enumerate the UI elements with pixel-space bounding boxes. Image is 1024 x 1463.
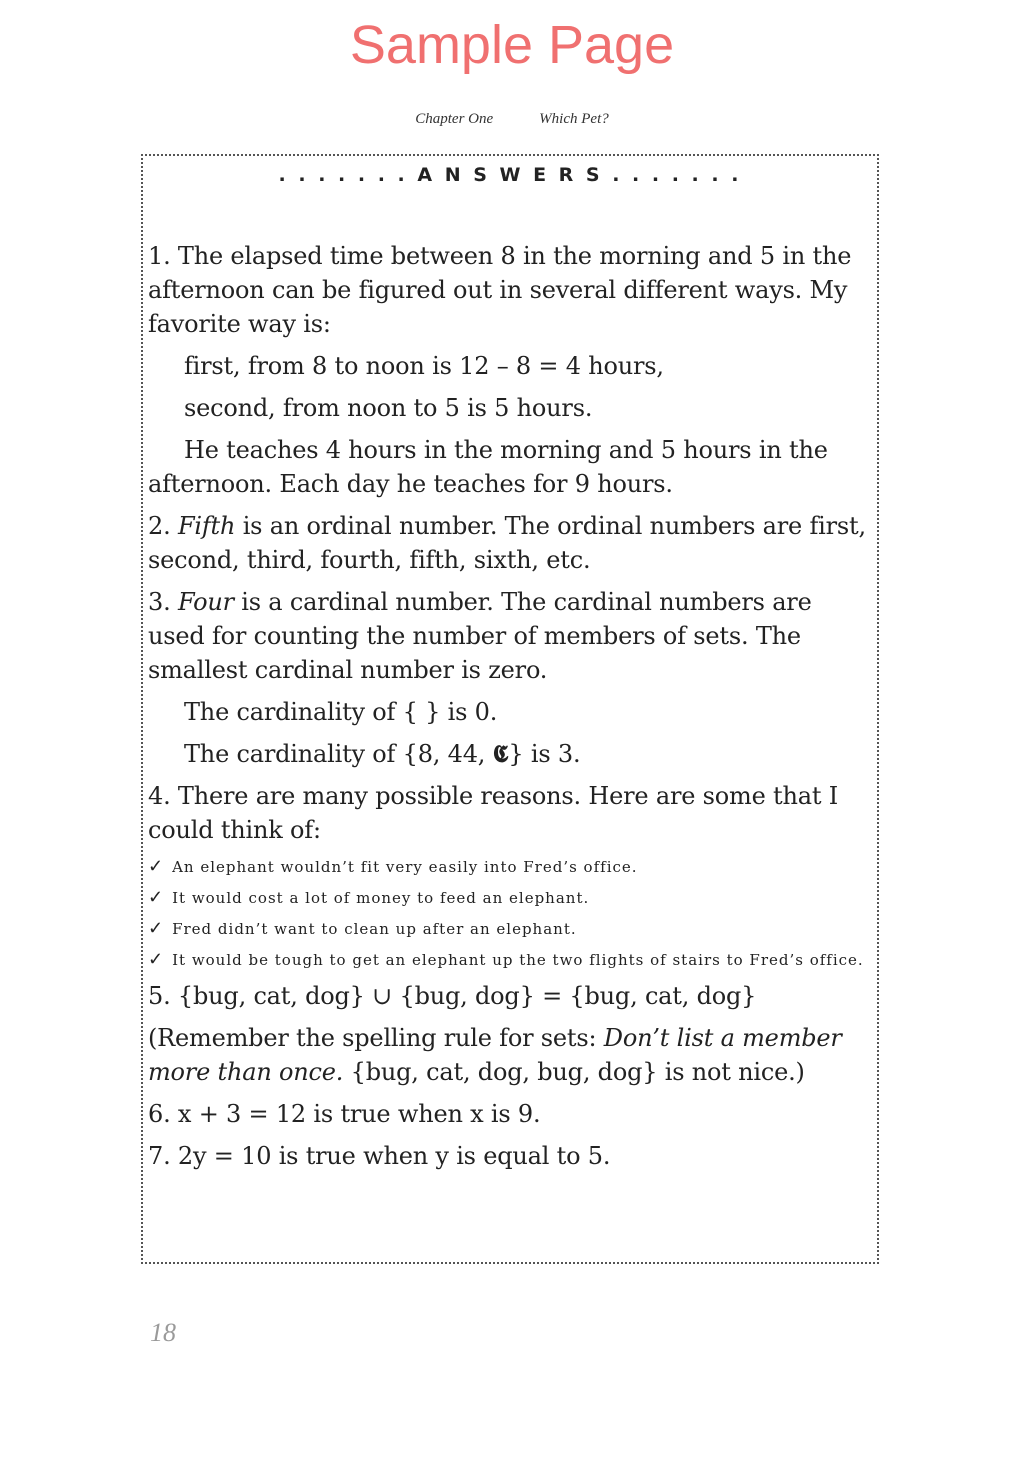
answer-1-lead: 1. The elapsed time between 8 in the morning and 5 in the afternoon can be figured out in several different ways. My favorite way is: bbox=[148, 242, 852, 338]
check-mark-icon: ✓ bbox=[148, 918, 165, 939]
answer-1-step-2: second, from noon to 5 is 5 hours. bbox=[184, 394, 593, 422]
list-item bbox=[148, 886, 873, 910]
page-number: 18 bbox=[150, 1318, 176, 1347]
check-mark-icon: ✓ bbox=[148, 856, 165, 877]
list-item bbox=[148, 948, 873, 972]
list-item bbox=[148, 917, 873, 941]
answers-box bbox=[141, 154, 879, 1264]
answer-3-number: 3. bbox=[148, 588, 178, 616]
check-mark-icon: ✓ bbox=[148, 887, 165, 908]
answer-4-lead: 4. There are many possible reasons. Here are some that I could think of: bbox=[148, 782, 838, 844]
running-head bbox=[0, 111, 1024, 128]
answer-3-example-2 bbox=[148, 737, 873, 771]
answer-5-note-end: {bug, cat, dog, bug, dog} is not nice.) bbox=[343, 1058, 805, 1086]
check-mark-icon: ✓ bbox=[148, 949, 165, 970]
answer-3-text: is a cardinal number. The cardinal numbers are used for counting the number of members of sets. The smallest cardinal number is zero. bbox=[148, 588, 812, 684]
answer-5-note bbox=[148, 1021, 873, 1089]
answer-2 bbox=[148, 509, 873, 577]
sample-page-watermark: Sample Page bbox=[349, 15, 675, 75]
answer-3-example-1: The cardinality of { } is 0. bbox=[184, 698, 498, 726]
answer-6: 6. x + 3 = 12 is true when x is 9. bbox=[148, 1100, 541, 1128]
gothic-c-symbol: 𝕮 bbox=[492, 739, 509, 768]
answer-1-conclusion: He teaches 4 hours in the morning and 5 hours in the afternoon. Each day he teaches for 9 hours. bbox=[148, 436, 828, 498]
answer-2-number: 2. bbox=[148, 512, 178, 540]
answers-content bbox=[148, 239, 873, 1181]
answer-1-step-1: first, from 8 to noon is 12 – 8 = 4 hours, bbox=[184, 352, 664, 380]
answer-3 bbox=[148, 585, 873, 687]
answer-5: 5. {bug, cat, dog} ∪ {bug, dog} = {bug, cat, dog} bbox=[148, 982, 757, 1010]
reason-text: Fred didn’t want to clean up after an elephant. bbox=[172, 920, 577, 938]
reason-text: An elephant wouldn’t fit very easily into Fred’s office. bbox=[172, 858, 638, 876]
reason-text: It would cost a lot of money to feed an elephant. bbox=[172, 889, 590, 907]
answer-3-term: Four bbox=[177, 588, 234, 616]
answer-2-text: is an ordinal number. The ordinal numbers are first, second, third, fourth, fifth, sixth, etc. bbox=[148, 512, 866, 574]
answer-2-term: Fifth bbox=[177, 512, 236, 540]
answer-5-note-start: (Remember the spelling rule for sets: bbox=[148, 1024, 604, 1052]
chapter-label: Chapter One bbox=[415, 111, 494, 127]
answer-5-rule: Don’t list a member more than once. bbox=[148, 1024, 842, 1086]
answer-3-example-2-end: } is 3. bbox=[508, 740, 581, 768]
chapter-title: Which Pet? bbox=[539, 111, 609, 127]
answer-3-example-2-start: The cardinality of {8, 44, bbox=[184, 740, 493, 768]
list-item bbox=[148, 855, 873, 879]
answer-7: 7. 2y = 10 is true when y is equal to 5. bbox=[148, 1142, 611, 1170]
answers-heading: . . . . . . . A N S W E R S . . . . . . . bbox=[278, 164, 742, 186]
reason-text: It would be tough to get an elephant up the two flights of stairs to Fred’s office. bbox=[172, 951, 864, 969]
